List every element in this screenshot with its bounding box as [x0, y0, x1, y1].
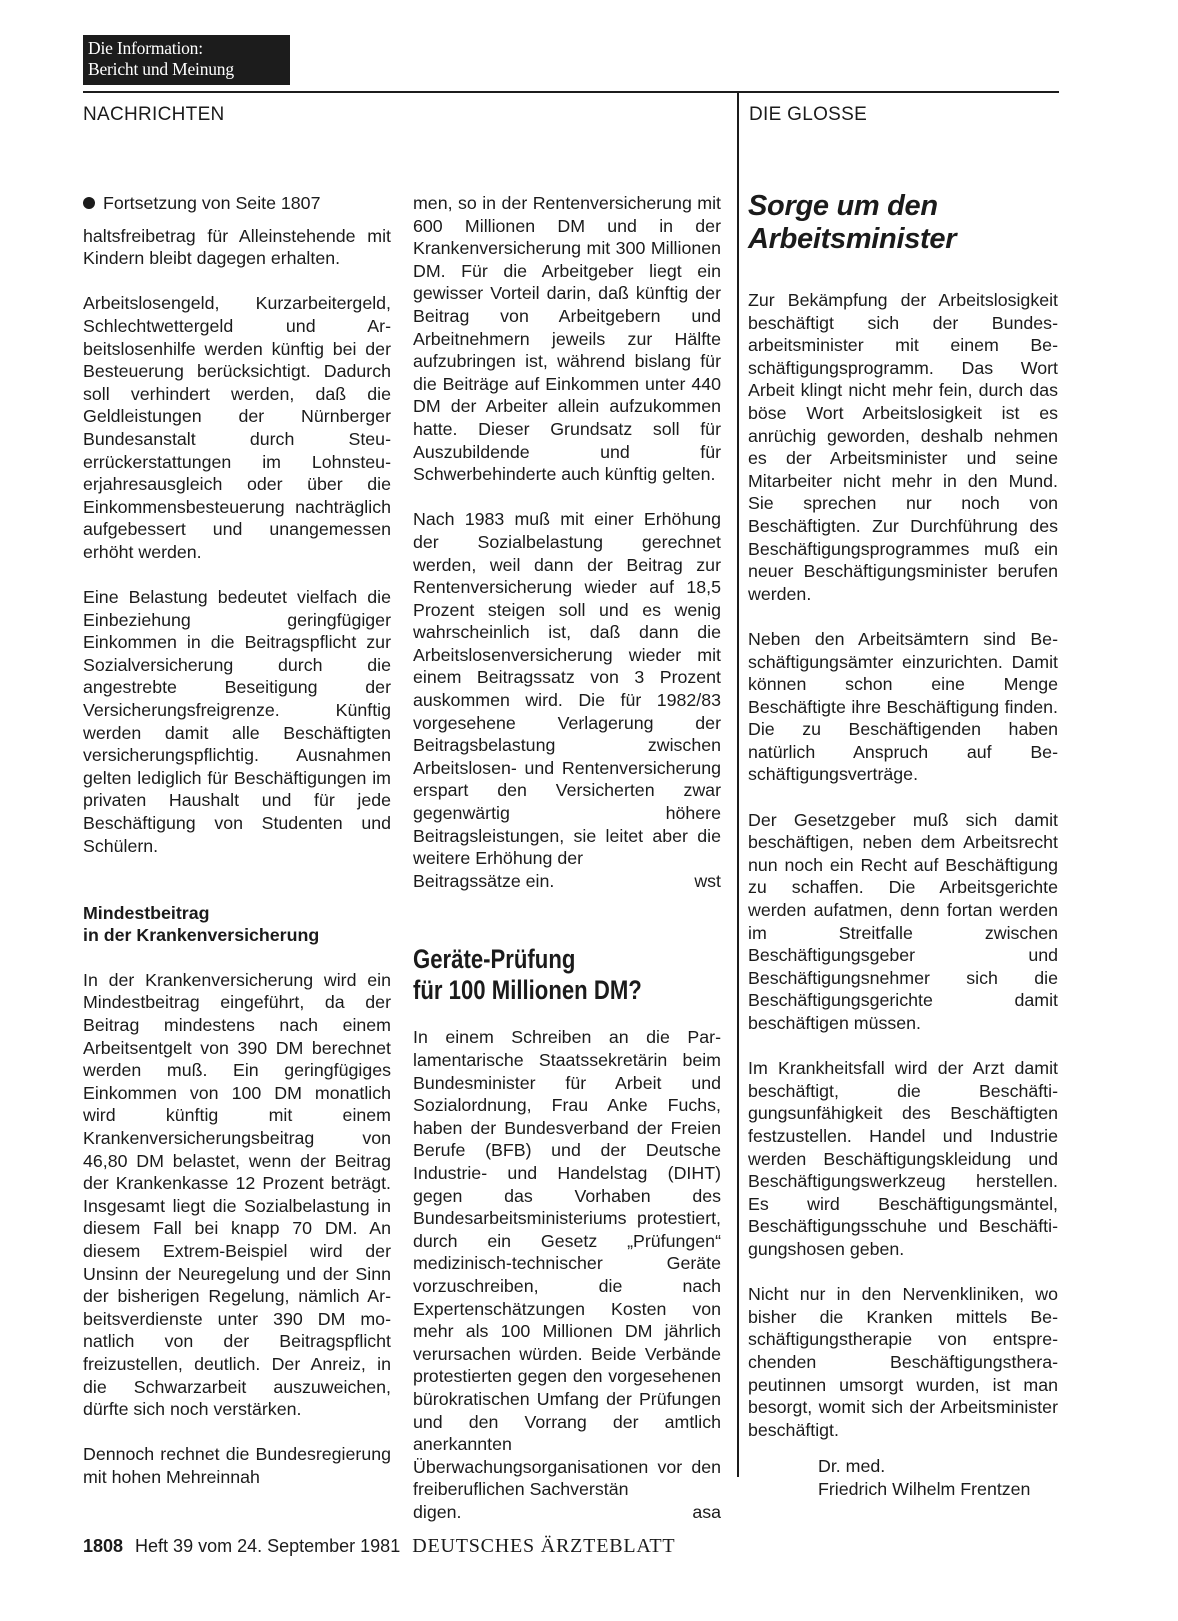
- col2-paragraph-2-end: [413, 870, 721, 893]
- section-glosse: DIE GLOSSE: [749, 104, 868, 125]
- col1-paragraph-4: In der Krankenversicherung wird ein Mindestbeitrag eingeführt, da der Beitrag mindestens nach einem Arbeitsentgelt von 390 DM berechnet werden muß. Ein geringfügiges Einkommen von 100 DM monatlich wird künftig mit einem Krankenversicherungsbeitrag von 46,80 DM belastet, wenn der Beitrag der Krankenkasse 12 Prozent beträgt. Insgesamt liegt die Sozialbelastung in diesem Fall bei knapp 70 DM. An diesem Extrem-Beispiel wird der Unsinn der Neuregelung und der Sinn der bisherigen Regelung, nämlich Arbeitsverdienste unter 390 DM monatlich von der Beitragspflicht freizustellen, deutlich. Der Anreiz, in die Schwarzarbeit auszuweichen, dürfte sich noch verstärken.: [83, 969, 391, 1420]
- col3-paragraph-5: Nicht nur in den Nervenkliniken, wo bisher die Kranken mittels Beschäftigungstherapie von entsprechenden Beschäftigungstherapeutinnen umsorgt wurden, ist man besorgt, womit sich der Arbeitsminister beschäftigt.: [748, 1284, 1058, 1440]
- article-title-geraete-pruefung: [413, 944, 666, 1006]
- title-line2: Arbeitsminister: [748, 223, 957, 255]
- header-label-box: [83, 35, 290, 85]
- col3-paragraph-4: Im Krankheitsfall wird der Arzt damit beschäftigt, die Beschäftigungsunfähigkeit des Beschäftigten festzustellen. Handel und Industrie werden Beschäftigungskleidung und Beschäftigungswerkzeug herstellen. Es wird Beschäftigungsmäntel, Beschäftigungsschuhe und Beschäftigungshosen geben.: [748, 1058, 1058, 1259]
- col2-paragraph-3-body: In einem Schreiben an die Parlamentarische Staatssekretärin beim Bundesminister für Arbeit und Sozialordnung, Frau Anke Fuchs, haben der Bundesverband der Freien Berufe (BFB) und der Deutsche Industrie- und Handelstag (DIHT) gegen das Vorhaben des Bundesarbeitsministeriums protestiert, durch ein Gesetz „Prüfungen“ medizinisch-technischer Geräte vorzuschreiben, die nach Expertenschätzungen Kosten von mehr als 100 Millionen DM jährlich verursachen würden. Beide Verbände protestierten gegen den vorgesehenen bürokratischen Umfang der Prüfungen und den Vorrang der amtlich anerkannten Überwachungsorganisationen vor den freiberuflichen Sachverstän: [413, 1027, 721, 1500]
- subheading-line1: Mindestbeitrag: [83, 903, 210, 924]
- col2-paragraph-2: [413, 508, 721, 892]
- subheading-mindestbeitrag: [83, 902, 391, 946]
- page-footer: [83, 1535, 675, 1558]
- col2-paragraph-2-last-line: Beitragssätze ein.: [413, 870, 555, 891]
- col3-paragraph-2: Neben den Arbeitsämtern sind Beschäftigungsämter einzurichten. Damit können schon eine Menge Beschäftigte ihre Beschäftigung finden. Die zu Beschäftigenden haben natürlich Anspruch auf Beschäftigungsverträge.: [748, 628, 1058, 785]
- col2-paragraph-3-last-line: digen.: [413, 1501, 462, 1522]
- article-title-sorge: [748, 190, 1058, 256]
- title-line1: Sorge um den: [748, 190, 938, 222]
- section-nachrichten: NACHRICHTEN: [83, 104, 225, 125]
- title-line2: für 100 Millionen DM?: [413, 975, 642, 1006]
- column-3: [748, 190, 1058, 1501]
- column-2: [413, 192, 721, 1523]
- subheading-line2: in der Krankenversicherung: [83, 925, 320, 946]
- header-label-line1: Die Information:: [88, 38, 203, 58]
- col1-paragraph-1: haltsfreibetrag für Alleinstehende mit Kindern bleibt dagegen erhalten.: [83, 225, 391, 269]
- column-1: [83, 192, 391, 1488]
- page-number: 1808: [83, 1536, 124, 1556]
- author-title: Dr. med.: [818, 1456, 886, 1477]
- col2-paragraph-1: men, so in der Rentenversicherung mit 600 Millionen DM und in der Krankenversicherung mit 300 Millionen DM. Für die Arbeitgeber liegt ein gewisser Vorteil darin, daß künftig der Beitrag von Arbeitgebern und Arbeitnehmern jeweils zur Hälfte aufzubringen ist, während bislang für die Beiträge auf Einkommen unter 440 DM der Arbeiter allein aufzukommen hatte. Dieser Grundsatz soll für Auszubildende und für Schwerbehinderte auch künftig gelten.: [413, 193, 721, 485]
- continuation-note: Fortsetzung von Seite 1807: [83, 192, 391, 215]
- column-divider: [737, 91, 739, 1477]
- col1-paragraph-5: Dennoch rechnet die Bundesregierung mit hohen Mehreinnah: [83, 1444, 391, 1487]
- issue-info: Heft 39 vom 24. September 1981: [135, 1536, 401, 1556]
- signature-wst: wst: [694, 870, 721, 891]
- author-block: [748, 1455, 1058, 1501]
- top-rule: [83, 91, 1059, 93]
- col1-paragraph-3: Eine Belastung bedeutet vielfach die Einbeziehung geringfügiger Einkommen in die Beitragspflicht zur Sozialversicherung durch die angestrebte Beseitigung der Versicherungsfreigrenze. Künftig werden damit alle Beschäftigten versicherungspflichtig. Ausnahmen gelten lediglich für Beschäftigungen im privaten Haushalt und für jede Beschäftigung von Studenten und Schülern.: [83, 587, 391, 856]
- header-label-line2: Bericht und Meinung: [88, 59, 234, 79]
- journal-name: DEUTSCHES ÄRZTEBLATT: [412, 1535, 676, 1557]
- col2-paragraph-2-body: Nach 1983 muß mit einer Erhöhung der Sozialbelastung gerechnet werden, weil dann der Beitrag zur Rentenversicherung wieder auf 18,5 Prozent steigen soll und es wenig wahrscheinlich ist, daß dann die Arbeitslosenversicherung wieder mit einem Beitragssatz von 3 Prozent auskommen wird. Die für 1982/83 vorgesehene Verlagerung der Beitragsbelastung zwischen Arbeitslosen- und Rentenversicherung erspart den Versicherten zwar gegenwärtig höhere Beitragsleistungen, sie leitet aber die weitere Erhöhung der: [413, 509, 721, 869]
- col2-paragraph-3: [413, 1026, 721, 1523]
- signature-asa: asa: [692, 1501, 721, 1522]
- col1-paragraph-2: Arbeitslosengeld, Kurzarbeitergeld, Schlechtwettergeld und Arbeitslosenhilfe werden künftig bei der Besteuerung berücksichtigt. Dadurch soll verhindert werden, daß die Geldleistungen der Nürnberger Bundesanstalt durch Steuerrückerstattungen im Lohnsteuerjahresausgleich oder über die Einkommensbesteuerung nachträglich aufgebessert und unangemessen erhöht werden.: [83, 293, 391, 562]
- author-name: Friedrich Wilhelm Frentzen: [818, 1479, 1031, 1500]
- title-line1: Geräte-Prüfung: [413, 944, 576, 975]
- col3-paragraph-1: Zur Bekämpfung der Arbeitslosigkeit beschäftigt sich der Bundesarbeitsminister mit einem Beschäftigungsprogramm. Das Wort Arbeit klingt nicht mehr fein, durch das böse Wort Arbeitslosigkeit ist es anrüchig geworden, deshalb nehmen es der Arbeitsminister und seine Mitarbeiter nicht mehr in den Mund. Sie sprechen nur noch von Beschäftigten. Zur Durchführung des Beschäftigungsprogrammes muß ein neuer Beschäftigungsminister berufen werden.: [748, 290, 1058, 604]
- col3-paragraph-3: Der Gesetzgeber muß sich damit beschäftigen, neben dem Arbeitsrecht nun noch ein Recht auf Beschäftigung zu schaffen. Die Arbeitsgerichte werden aufatmen, denn fortan werden im Streitfalle zwischen Beschäftigungsgeber und Beschäftigungsnehmer sich die Beschäftigungsgerichte damit beschäftigen müssen.: [748, 809, 1058, 1033]
- col2-paragraph-3-end: [413, 1501, 721, 1524]
